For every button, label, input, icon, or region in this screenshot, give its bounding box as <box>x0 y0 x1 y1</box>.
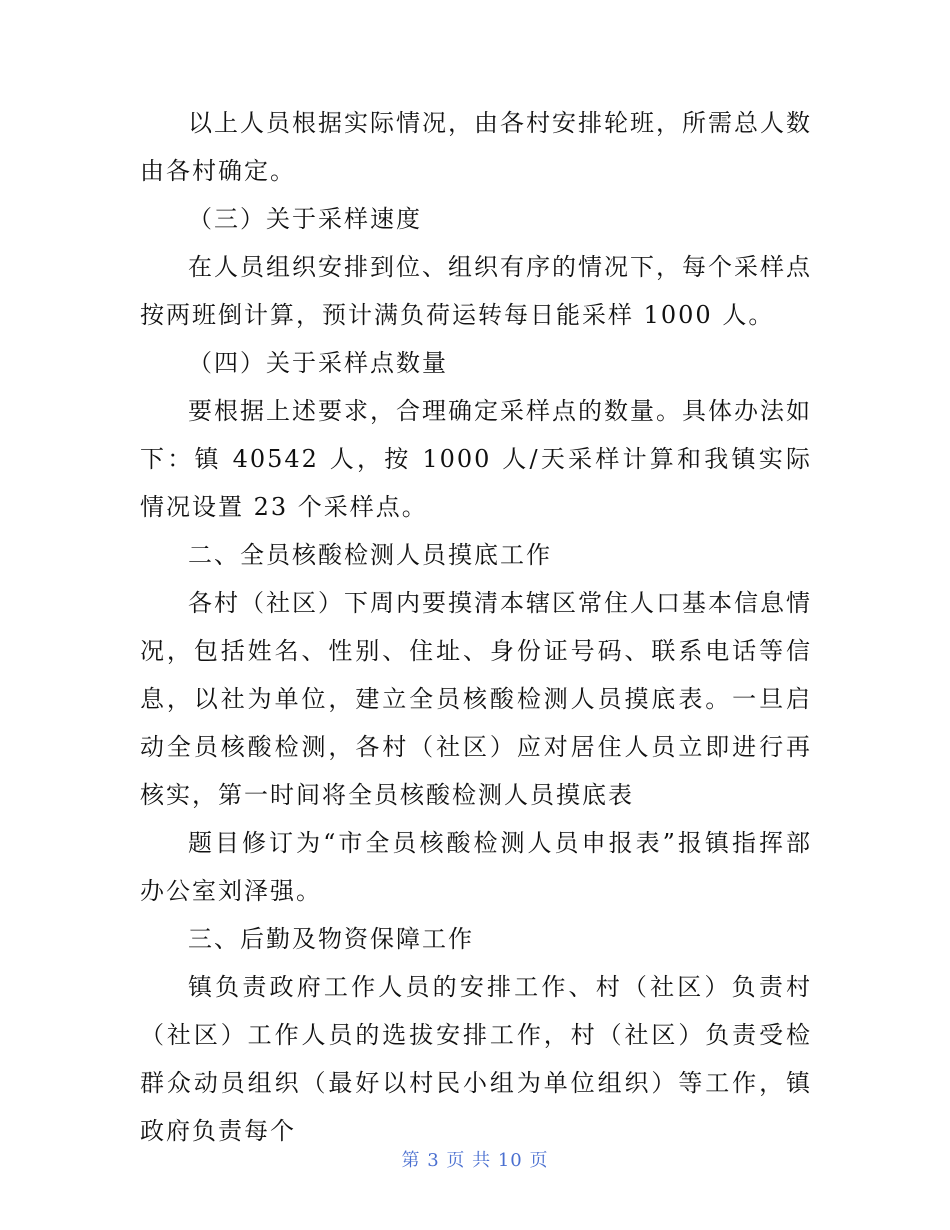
paragraph-logistics: 镇负责政府工作人员的安排工作、村（社区）负责村（社区）工作人员的选拔安排工作，村（社区）负责受检群众动员组织（最好以村民小组为单位组织）等工作，镇政府负责每个 <box>140 973 812 1145</box>
paragraph-survey-work: 各村（社区）下周内要摸清本辖区常住人口基本信息情况，包括姓名、性别、住址、身份证号码、联系电话等信息，以社为单位，建立全员核酸检测人员摸底表。一旦启动全员核酸检测，各村（社区）应对居住人员立即进行再核实，第一时间将全员核酸检测人员摸底表 <box>140 589 812 809</box>
page-number-footer: 第 3 页 共 10 页 <box>401 1150 549 1171</box>
document-body <box>140 99 812 1155</box>
heading-survey-work: 二、全员核酸检测人员摸底工作 <box>188 541 552 569</box>
heading-logistics: 三、后勤及物资保障工作 <box>188 925 474 953</box>
heading-sampling-speed: （三）关于采样速度 <box>188 205 422 233</box>
paragraph-sampling-points: 要根据上述要求，合理确定采样点的数量。具体办法如下：镇 40542 人，按 1000 人/天采样计算和我镇实际情况设置 23 个采样点。 <box>140 397 812 521</box>
paragraph-staffing-note: 以上人员根据实际情况，由各村安排轮班，所需总人数由各村确定。 <box>140 109 812 185</box>
heading-sampling-points: （四）关于采样点数量 <box>188 349 448 377</box>
paragraph-sampling-speed: 在人员组织安排到位、组织有序的情况下，每个采样点按两班倒计算，预计满负荷运转每日能采样 1000 人。 <box>140 253 812 329</box>
paragraph-form-title: 题目修订为“市全员核酸检测人员申报表”报镇指挥部办公室刘泽强。 <box>140 829 812 905</box>
